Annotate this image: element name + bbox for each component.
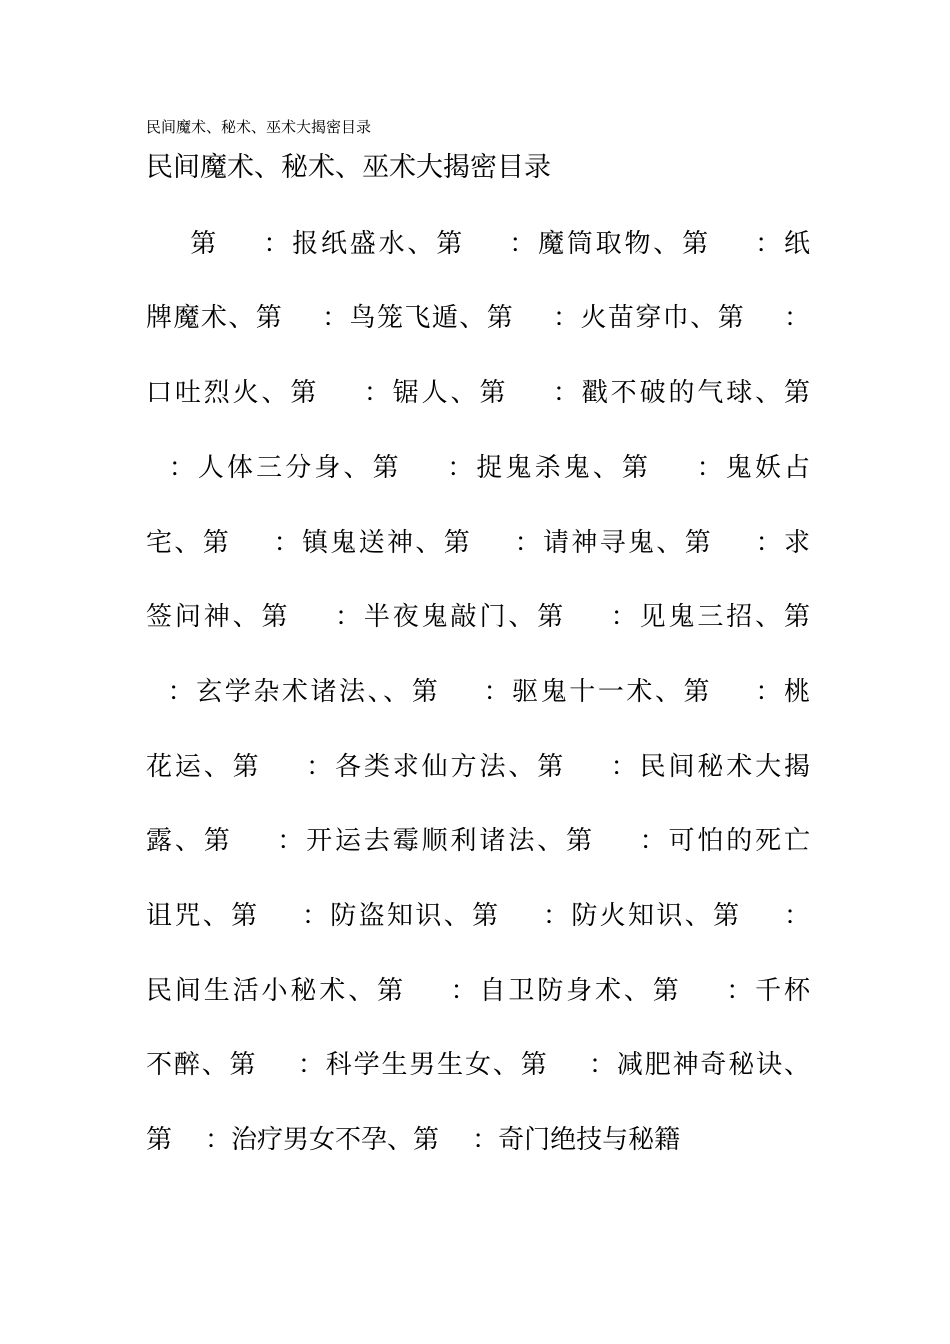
body-line-1: 第 ：报纸盛水、第 ：魔筒取物、第 ：纸 xyxy=(146,229,810,259)
body-line-5: 宅、第 ：镇鬼送神、第 ：请神寻鬼、第 ：求 xyxy=(146,528,810,558)
document-title: 民间魔术、秘术、巫术大揭密目录 xyxy=(146,152,551,183)
body-line-2: 牌魔术、第 ：鸟笼飞遁、第 ：火苗穿巾、第 ： xyxy=(146,303,810,333)
body-line-10: 诅咒、第 ：防盗知识、第 ：防火知识、第 ： xyxy=(146,901,810,931)
body-line-7: ：玄学杂术诸法、、第 ：驱鬼十一术、第 ：桃 xyxy=(146,677,810,707)
body-line-9: 露、第 ：开运去霉顺利诸法、第 ：可怕的死亡 xyxy=(146,826,810,856)
body-line-6: 签问神、第 ：半夜鬼敲门、第 ：见鬼三招、第 xyxy=(146,602,810,632)
body-line-12: 不醉、第 ：科学生男生女、第 ：减肥神奇秘诀、 xyxy=(146,1050,810,1080)
body-line-4: ：人体三分身、第 ：捉鬼杀鬼、第 ：鬼妖占 xyxy=(146,453,810,483)
running-header: 民间魔术、秘术、巫术大揭密目录 xyxy=(146,118,372,136)
body-line-3: 口吐烈火、第 ：锯人、第 ：戳不破的气球、第 xyxy=(146,378,810,408)
body-line-8: 花运、第 ：各类求仙方法、第 ：民间秘术大揭 xyxy=(146,752,810,782)
body-line-13: 第 ：治疗男女不孕、第 ：奇门绝技与秘籍 xyxy=(146,1125,681,1155)
body-line-11: 民间生活小秘术、第 ：自卫防身术、第 ：千杯 xyxy=(146,976,810,1006)
